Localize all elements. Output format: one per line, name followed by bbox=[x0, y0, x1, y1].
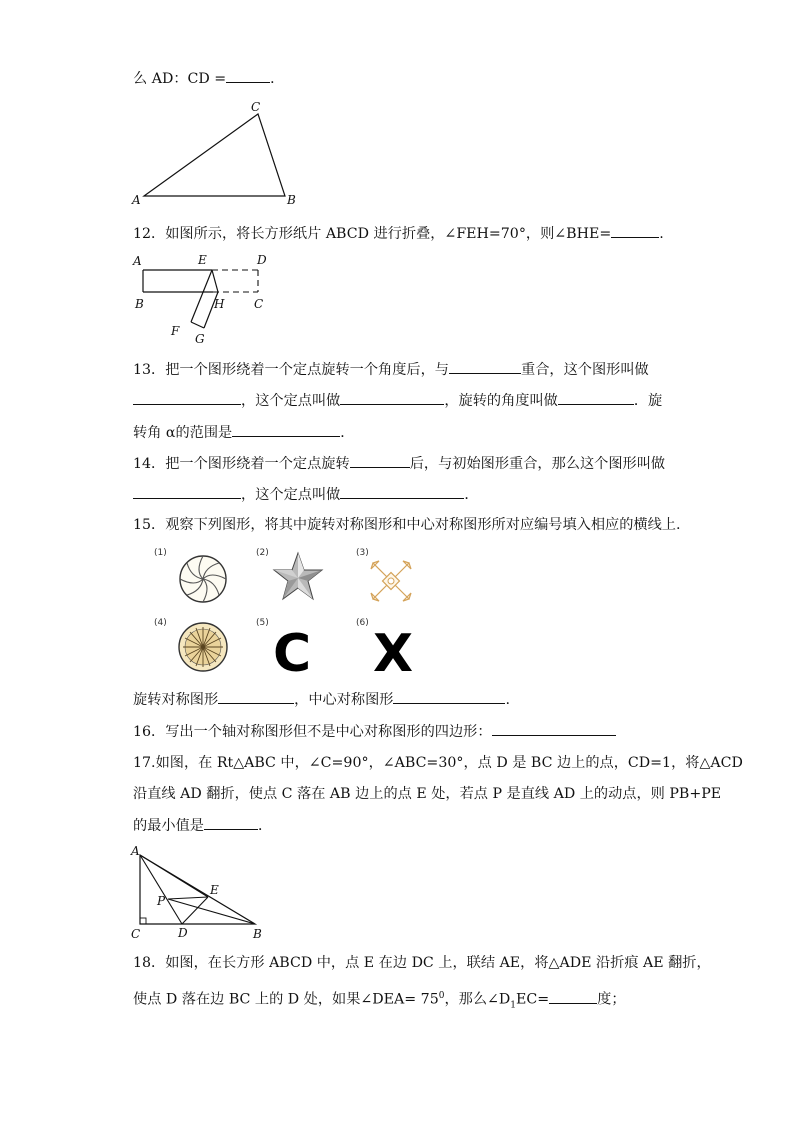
subscript-1: 1 bbox=[510, 1000, 517, 1011]
line-pe bbox=[168, 897, 208, 899]
label-c: C bbox=[251, 100, 261, 114]
label-f: F bbox=[171, 324, 180, 338]
q15 bbox=[133, 515, 681, 535]
q18-text: ，那么∠D bbox=[444, 991, 511, 1008]
q13-text: ． bbox=[340, 425, 355, 441]
label-b: B bbox=[253, 927, 262, 941]
line-pb bbox=[168, 899, 255, 924]
q17-line3 bbox=[133, 815, 272, 836]
answer-blank[interactable] bbox=[449, 359, 521, 374]
q17-text: ． bbox=[257, 818, 273, 834]
answer-blank[interactable] bbox=[133, 390, 241, 405]
label-p: P bbox=[157, 894, 166, 908]
line-ad bbox=[140, 855, 182, 924]
shape-4-sunburst-circle bbox=[179, 623, 227, 671]
caption-6: (6) bbox=[356, 618, 369, 628]
q17-line1 bbox=[133, 753, 743, 773]
answer-blank[interactable] bbox=[492, 721, 616, 736]
q16-text: 16．写出一个轴对称图形但不是中心对称图形的四边形： bbox=[133, 724, 492, 740]
label-c: C bbox=[254, 297, 264, 311]
q14-text: ． bbox=[464, 487, 479, 503]
answer-blank[interactable] bbox=[558, 390, 634, 405]
label-c: C bbox=[131, 927, 141, 941]
q13-text: 转角 α的范围是 bbox=[133, 425, 233, 441]
answer-blank[interactable] bbox=[218, 689, 294, 704]
q15-text: . bbox=[505, 692, 510, 708]
q13-text: ，旋转的角度叫做 bbox=[444, 393, 558, 409]
label-e: E bbox=[198, 253, 207, 267]
shape-5-letter-c: C bbox=[273, 624, 312, 683]
answer-blank[interactable] bbox=[549, 989, 597, 1004]
line-ae bbox=[140, 855, 208, 897]
q16 bbox=[133, 721, 616, 742]
answer-blank[interactable] bbox=[232, 422, 340, 437]
label-b: B bbox=[135, 297, 144, 311]
q13-text: ，这个定点叫做 bbox=[241, 393, 341, 409]
label-b: B bbox=[287, 193, 296, 207]
edge-fg bbox=[191, 322, 204, 328]
shape-6-letter-x: X bbox=[373, 624, 414, 683]
edge-eh bbox=[212, 270, 218, 292]
label-a: A bbox=[132, 193, 141, 207]
q13-text: ．旋 bbox=[633, 393, 663, 409]
caption-3: (3) bbox=[356, 548, 369, 558]
answer-blank[interactable] bbox=[204, 815, 258, 830]
triangle-abc bbox=[144, 114, 285, 196]
caption-2: (2) bbox=[256, 548, 269, 558]
q14-text: 14．把一个图形绕着一个定点旋转 bbox=[133, 456, 350, 472]
q15-text: ，中心对称图形 bbox=[294, 692, 394, 708]
answer-blank[interactable] bbox=[340, 484, 464, 499]
shape-3-ornament-cross bbox=[371, 561, 411, 601]
answer-blank[interactable] bbox=[133, 484, 241, 499]
q17-line2 bbox=[133, 784, 721, 804]
right-angle-mark bbox=[140, 918, 146, 924]
caption-4: (4) bbox=[154, 618, 167, 628]
label-a: A bbox=[133, 254, 142, 268]
label-d: D bbox=[257, 253, 267, 267]
q14-line2 bbox=[133, 484, 479, 505]
q18-line2 bbox=[133, 986, 626, 1016]
q13-line2 bbox=[133, 390, 662, 411]
answer-blank[interactable] bbox=[393, 689, 505, 704]
q15-text: 15．观察下列图形，将其中旋转对称图形和中心对称图形所对应编号填入相应的横线上. bbox=[133, 517, 681, 533]
q12 bbox=[133, 223, 664, 244]
q14-line1 bbox=[133, 453, 665, 474]
answer-blank[interactable] bbox=[226, 68, 270, 83]
answer-blank[interactable] bbox=[611, 223, 659, 238]
q14-text: ，这个定点叫做 bbox=[241, 487, 341, 503]
q13-line3 bbox=[133, 422, 354, 443]
label-a: A bbox=[131, 844, 140, 858]
figure-shapes-grid bbox=[148, 543, 428, 683]
q14-text: 后，与初始图形重合，那么这个图形叫做 bbox=[409, 456, 666, 472]
figure-triangle-abc bbox=[128, 98, 303, 208]
q18-line1 bbox=[133, 953, 711, 973]
q13-text: 重合，这个图形叫做 bbox=[521, 362, 649, 378]
q17-text: 17.如图，在 Rt△ABC 中，∠C=90°，∠ABC=30°，点 D 是 BC 边上的点，CD=1，将△ACD bbox=[133, 755, 743, 771]
label-g: G bbox=[195, 332, 205, 345]
shape-1-swirl-circle bbox=[180, 556, 226, 602]
figure-right-triangle bbox=[128, 843, 273, 943]
q15-text: 旋转对称图形 bbox=[133, 692, 219, 708]
caption-1: (1) bbox=[154, 548, 167, 558]
q13-text: 13．把一个图形绕着一个定点旋转一个角度后，与 bbox=[133, 362, 449, 378]
label-h: H bbox=[214, 297, 225, 311]
figure-folded-rectangle bbox=[128, 250, 278, 345]
answer-blank[interactable] bbox=[340, 390, 444, 405]
q11-tail bbox=[133, 68, 284, 89]
q17-text: 沿直线 AD 翻折，使点 C 落在 AB 边上的点 E 处，若点 P 是直线 AD 上的动点，则 PB+PE bbox=[133, 786, 722, 802]
q18-text: EC= bbox=[516, 991, 550, 1008]
q11-end: ． bbox=[270, 71, 285, 87]
q12-text: 12．如图所示，将长方形纸片 ABCD 进行折叠，∠FEH=70°，则∠BHE= bbox=[133, 226, 612, 242]
q12-end: . bbox=[659, 226, 664, 242]
shape-2-star bbox=[274, 553, 322, 599]
q18-text: 使点 D 落在边 BC 上的 D 处，如果∠DEA= 75 bbox=[133, 991, 439, 1008]
label-e: E bbox=[210, 883, 219, 897]
q13-line1 bbox=[133, 359, 649, 380]
q17-text: 的最小值是 bbox=[133, 818, 204, 834]
line-de bbox=[182, 897, 208, 924]
q18-text: 18．如图，在长方形 ABCD 中，点 E 在边 DC 上，联结 AE，将△ADE 沿折痕 AE 翻折， bbox=[133, 955, 711, 971]
caption-5: (5) bbox=[256, 618, 269, 628]
q15-answers bbox=[133, 689, 510, 710]
q18-text: 度； bbox=[597, 991, 626, 1008]
q11-text: 么 AD：CD = bbox=[133, 71, 227, 87]
answer-blank[interactable] bbox=[350, 453, 410, 468]
label-d: D bbox=[178, 926, 188, 940]
degree-superscript: 0 bbox=[438, 991, 445, 1001]
